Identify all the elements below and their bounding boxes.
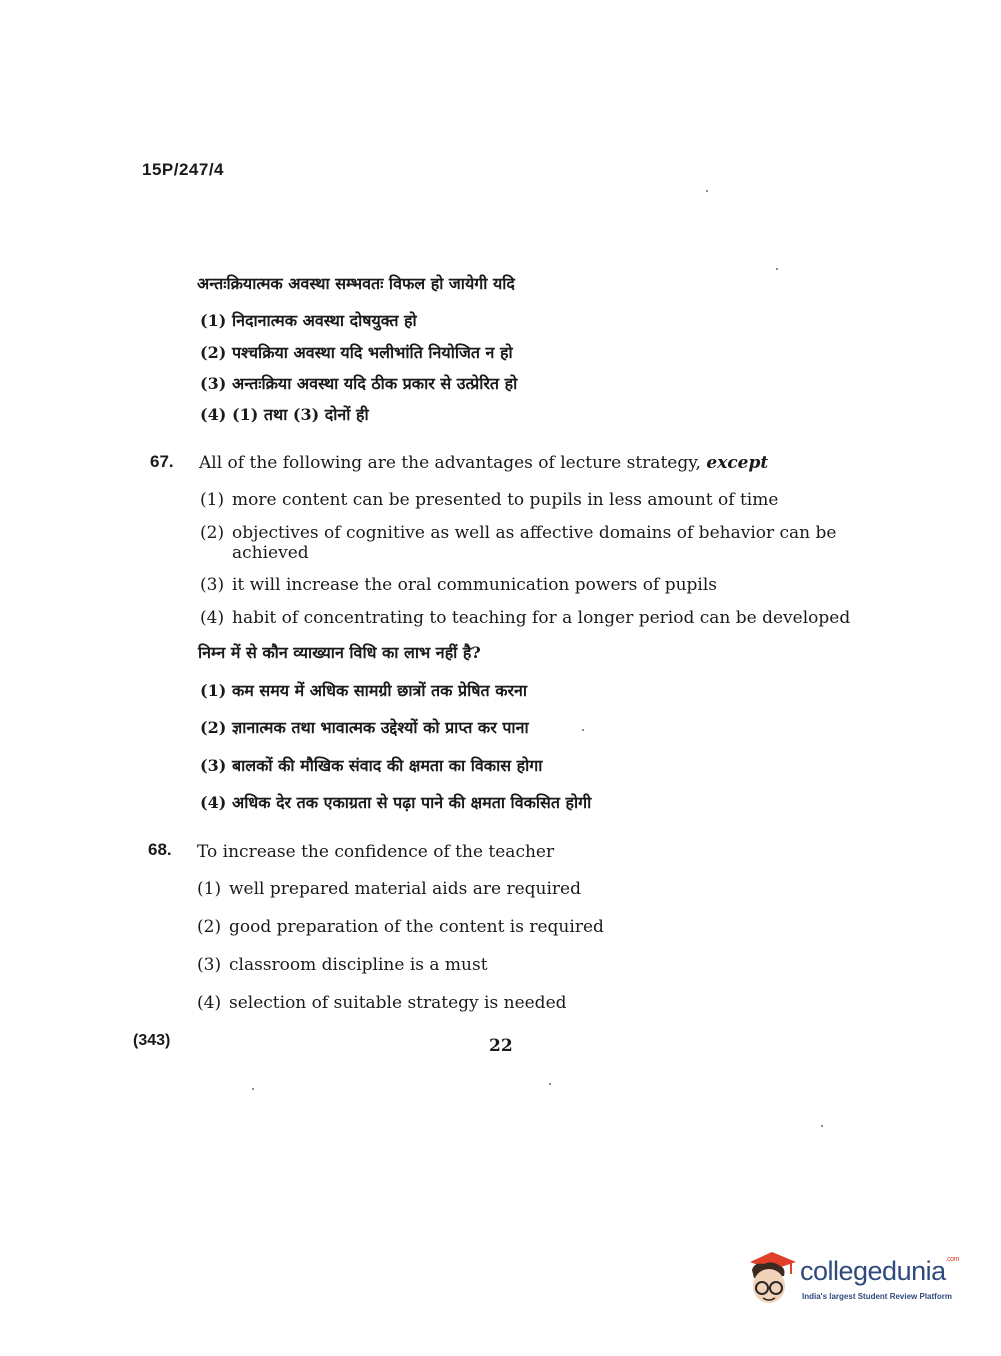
q66-option-2-hindi: (2) पश्चक्रिया अवस्था यदि भलीभांति नियोजित न हो [200, 343, 513, 362]
logo-wordmark: collegedunia$^{.com}$ [800, 1256, 959, 1286]
collegedunia-logo[interactable] [742, 1248, 972, 1310]
q67-option-2: (2) objectives of cognitive as well as affective domains of behavior can be [200, 523, 837, 543]
logo-tagline: India's largest Student Review Platform [802, 1292, 952, 1301]
q68-option-1: (1) well prepared material aids are required [197, 879, 581, 899]
scan-speck [582, 729, 584, 731]
q68-option-2: (2) good preparation of the content is required [197, 917, 604, 937]
scan-speck [821, 1125, 823, 1127]
q67-option-4-hindi: (4) अधिक देर तक एकाग्रता से पढ़ा पाने की क्षमता विकसित होगी [200, 793, 592, 812]
student-mascot-icon [742, 1248, 798, 1308]
q67-stem-hindi: निम्न में से कौन व्याख्यान विधि का लाभ नहीं है? [198, 643, 481, 662]
q68-stem: To increase the confidence of the teacher [197, 842, 555, 862]
scan-speck [549, 1083, 551, 1085]
q68-number: 68. [148, 840, 172, 859]
q67-option-1: (1) more content can be presented to pupils in less amount of time [200, 490, 779, 510]
q68-option-3: (3) classroom discipline is a must [197, 955, 488, 975]
paper-code: 15P/247/4 [142, 160, 225, 179]
q66-option-1-hindi: (1) निदानात्मक अवस्था दोषयुक्त हो [200, 311, 417, 330]
scan-speck [252, 1088, 254, 1090]
q67-option-1-hindi: (1) कम समय में अधिक सामग्री छात्रों तक प्रेषित करना [200, 681, 528, 700]
q67-option-2-hindi: (2) ज्ञानात्मक तथा भावात्मक उद्देश्यों को प्राप्त कर पाना [200, 718, 529, 737]
q67-option-4: (4) habit of concentrating to teaching for a longer period can be developed [200, 608, 851, 628]
q66-stem-hindi: अन्तःक्रियात्मक अवस्था सम्भवतः विफल हो जायेगी यदि [197, 274, 515, 293]
scan-speck [706, 190, 708, 192]
q67-option-3: (3) it will increase the oral communication powers of pupils [200, 575, 718, 595]
q67-option-3-hindi: (3) बालकों की मौखिक संवाद की क्षमता का विकास होगा [200, 756, 543, 775]
scan-speck [776, 268, 778, 270]
q67-number: 67. [150, 452, 174, 471]
q67-stem: All of the following are the advantages of lecture strategy, except [199, 453, 769, 473]
q67-option-2-cont: achieved [232, 543, 309, 563]
q66-option-4-hindi: (4) (1) तथा (3) दोनों ही [200, 405, 369, 424]
q68-option-4: (4) selection of suitable strategy is needed [197, 993, 567, 1013]
page-number: 22 [489, 1036, 513, 1056]
booklet-code: (343) [133, 1032, 171, 1049]
q66-option-3-hindi: (3) अन्तःक्रिया अवस्था यदि ठीक प्रकार से उत्प्रेरित हो [200, 374, 518, 393]
